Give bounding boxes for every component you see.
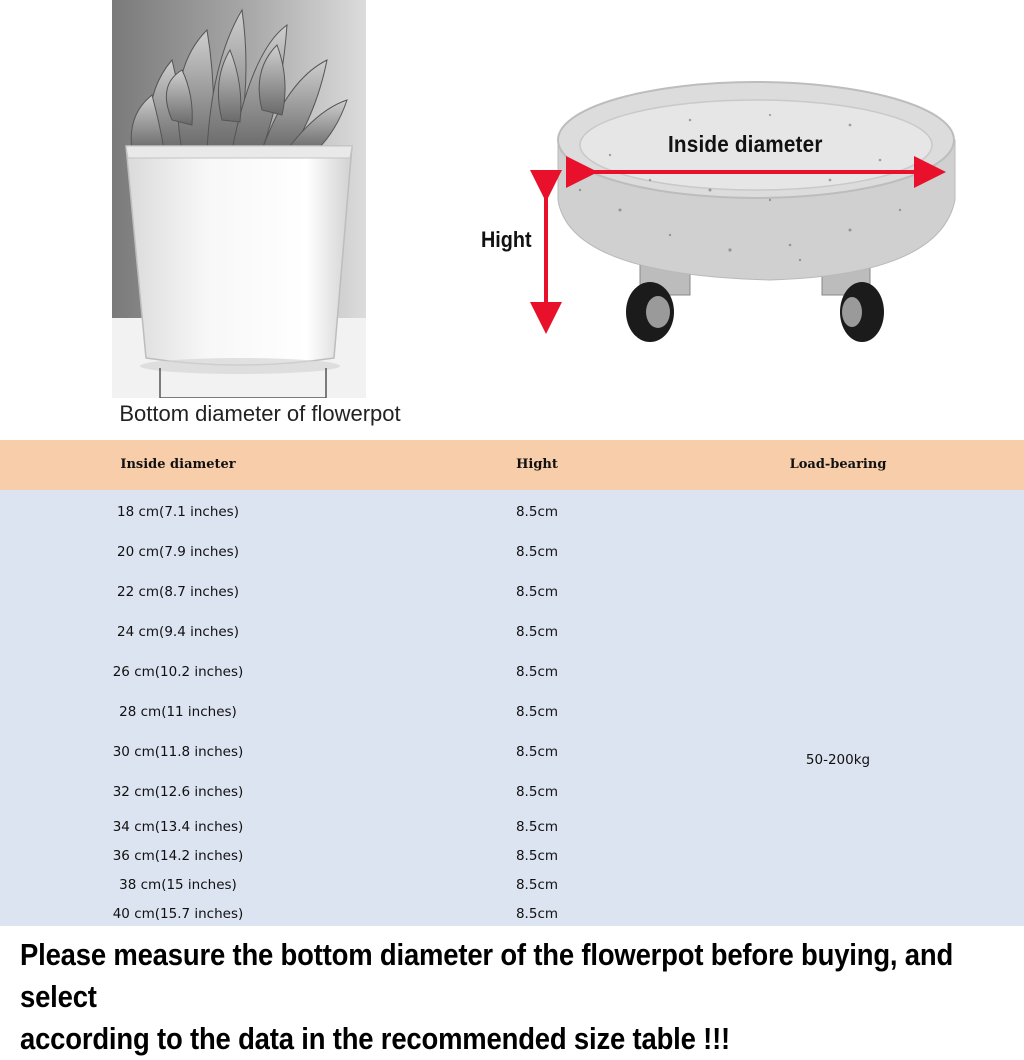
- cell-height: 8.5cm: [515, 784, 559, 800]
- table-header: [0, 440, 1024, 490]
- header-height: Hight: [516, 457, 558, 472]
- cell-height: 8.5cm: [515, 664, 559, 680]
- cell-height: 8.5cm: [515, 744, 559, 760]
- cell-diameter: 20 cm(7.9 inches): [117, 544, 239, 560]
- cell-diameter: 32 cm(12.6 inches): [112, 784, 244, 800]
- plant-caddy-diagram: [470, 60, 1024, 360]
- cell-diameter: 30 cm(11.8 inches): [112, 744, 244, 760]
- flowerpot-caption: Bottom diameter of flowerpot: [119, 401, 401, 426]
- cell-diameter: 38 cm(15 inches): [119, 877, 237, 893]
- caster-right: [822, 265, 884, 342]
- cell-height: 8.5cm: [515, 624, 559, 640]
- inside-diameter-label: Inside diameter: [668, 131, 823, 157]
- cell-diameter: 24 cm(9.4 inches): [117, 624, 239, 640]
- size-table: [0, 440, 1024, 926]
- caster-left: [626, 265, 690, 342]
- cell-height: 8.5cm: [515, 906, 559, 922]
- cell-diameter: 28 cm(11 inches): [119, 704, 237, 720]
- cell-height: 8.5cm: [515, 848, 559, 864]
- flowerpot-photo: [112, 0, 366, 398]
- table-body: [0, 490, 1024, 926]
- header-load-bearing: Load-bearing: [789, 457, 887, 472]
- cell-height: 8.5cm: [515, 877, 559, 893]
- cell-height: 8.5cm: [515, 819, 559, 835]
- notice-line-1: Please measure the bottom diameter of the flowerpot before buying, and select: [20, 938, 954, 1014]
- cell-diameter: 34 cm(13.4 inches): [112, 819, 244, 835]
- cell-diameter: 36 cm(14.2 inches): [112, 848, 244, 864]
- purchase-notice: [20, 934, 1019, 1060]
- cell-diameter: 26 cm(10.2 inches): [112, 664, 244, 680]
- header-inside-diameter: Inside diameter: [120, 457, 236, 472]
- load-bearing-value: 50-200kg: [805, 752, 871, 768]
- cell-diameter: 22 cm(8.7 inches): [117, 584, 239, 600]
- cell-height: 8.5cm: [515, 504, 559, 520]
- cell-height: 8.5cm: [515, 704, 559, 720]
- cell-diameter: 40 cm(15.7 inches): [112, 906, 244, 922]
- notice-line-2: according to the data in the recommended size table !!!: [20, 1022, 731, 1056]
- cell-diameter: 18 cm(7.1 inches): [117, 504, 239, 520]
- cell-height: 8.5cm: [515, 544, 559, 560]
- cell-height: 8.5cm: [515, 584, 559, 600]
- height-label: Hight: [481, 227, 532, 252]
